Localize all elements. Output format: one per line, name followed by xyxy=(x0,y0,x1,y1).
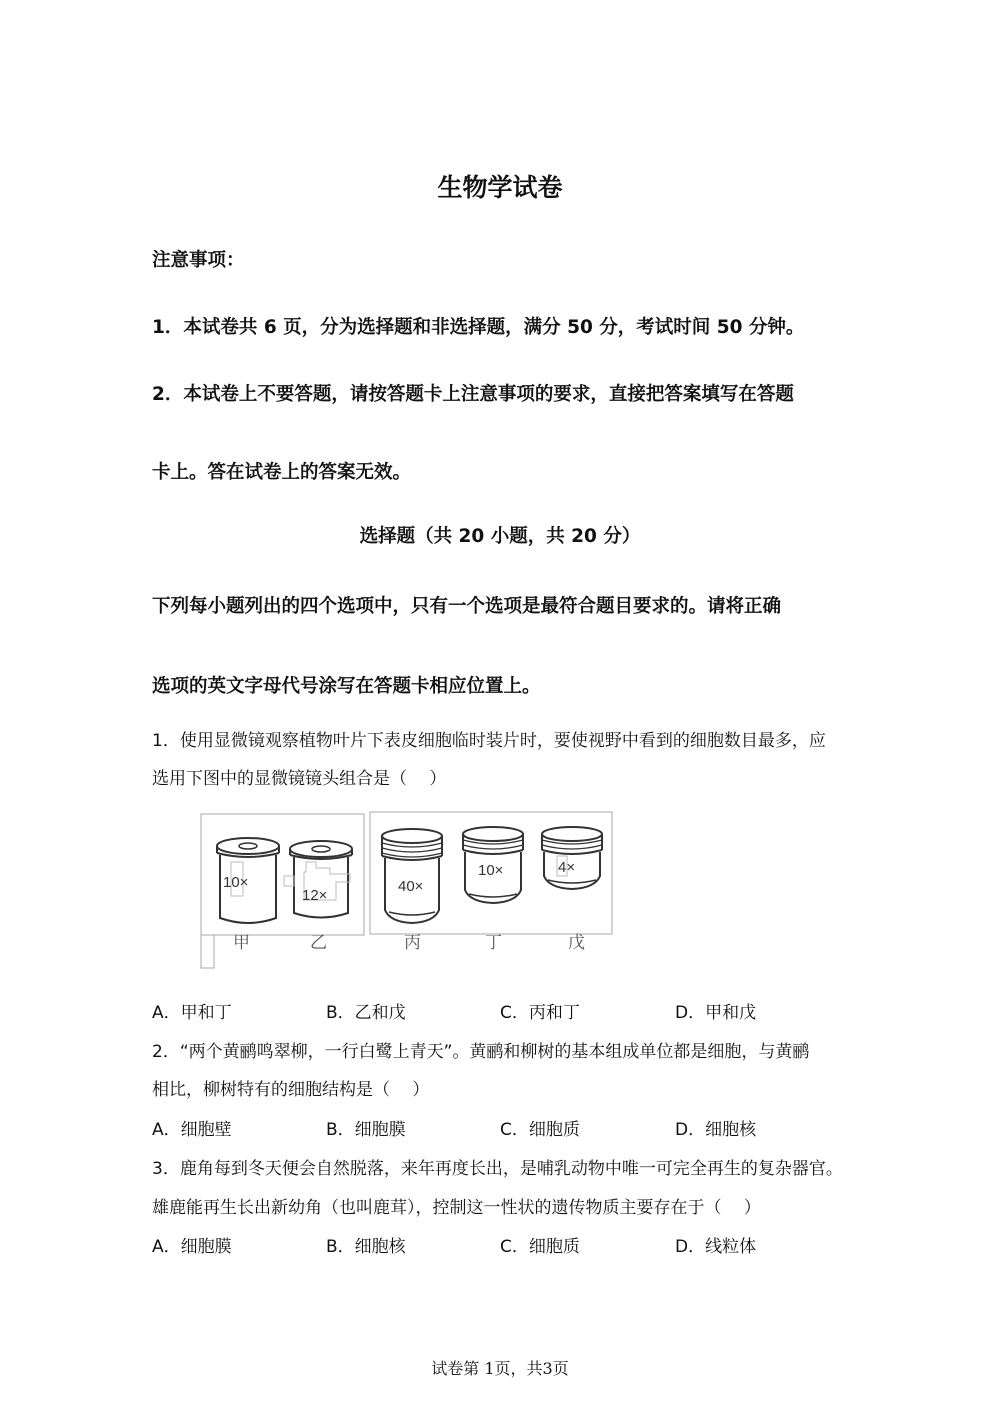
question-3-line-2: 雄鹿能再生长出新幼角（也叫鹿茸），控制这一性状的遗传物质主要存在于（ ） xyxy=(152,1198,761,1218)
question-1-line-2: 选用下图中的显微镜镜头组合是（ ） xyxy=(152,769,447,789)
question-1-option-a[interactable]: A．甲和丁 xyxy=(152,1003,232,1023)
question-3-option-d[interactable]: D．线粒体 xyxy=(675,1237,757,1257)
question-1-option-d[interactable]: D．甲和戊 xyxy=(675,1003,757,1023)
question-2-option-a[interactable]: A．细胞壁 xyxy=(152,1120,232,1140)
notice-item-2-line-1: 2．本试卷上不要答题，请按答题卡上注意事项的要求，直接把答案填写在答题 xyxy=(152,384,794,405)
lens-label-wu-mag: 4× xyxy=(558,859,576,876)
lens-name-bing: 丙 xyxy=(404,933,421,953)
question-2-line-1: 2．“两个黄鹂鸣翠柳，一行白鹭上青天”。黄鹂和柳树的基本组成单位都是细胞，与黄鹂 xyxy=(152,1042,810,1062)
question-2-line-2: 相比，柳树特有的细胞结构是（ ） xyxy=(152,1080,430,1100)
page-title: 生物学试卷 xyxy=(437,173,563,202)
section-instruction-line-2: 选项的英文字母代号涂写在答题卡相应位置上。 xyxy=(152,676,541,697)
notice-heading: 注意事项： xyxy=(152,250,245,271)
lens-label-ding-mag: 10× xyxy=(478,862,504,879)
section-title: 选择题（共 20 小题，共 20 分） xyxy=(359,526,641,547)
lens-label-jia-mag: 10× xyxy=(223,874,249,891)
notice-item-2-line-2: 卡上。答在试卷上的答案无效。 xyxy=(152,462,412,483)
question-1-line-1: 1．使用显微镜观察植物叶片下表皮细胞临时装片时，要使视野中看到的细胞数目最多，应 xyxy=(152,731,826,751)
question-3-option-b[interactable]: B．细胞核 xyxy=(326,1237,406,1257)
question-2-option-c[interactable]: C．细胞质 xyxy=(500,1120,580,1140)
question-3-option-a[interactable]: A．细胞膜 xyxy=(152,1237,232,1257)
question-3-option-c[interactable]: C．细胞质 xyxy=(500,1237,580,1257)
lens-name-ding: 丁 xyxy=(485,933,502,953)
lens-name-wu: 戊 xyxy=(568,933,585,953)
question-3-line-1: 3．鹿角每到冬天便会自然脱落，来年再度长出，是哺乳动物中唯一可完全再生的复杂器官。 xyxy=(152,1159,843,1179)
page-footer: 试卷第 1页，共3页 xyxy=(431,1359,569,1378)
question-1-option-c[interactable]: C．丙和丁 xyxy=(500,1003,580,1023)
lens-label-bing-mag: 40× xyxy=(398,878,424,895)
eyepiece-yi-icon xyxy=(284,841,352,918)
question-1-option-b[interactable]: B．乙和戊 xyxy=(326,1003,406,1023)
microscope-lens-figure xyxy=(200,810,615,972)
frame-tab xyxy=(201,935,214,968)
lens-label-yi-mag: 12× xyxy=(302,887,328,904)
objective-bing-icon xyxy=(382,829,442,923)
objective-wu-icon xyxy=(542,827,602,889)
question-2-option-d[interactable]: D．细胞核 xyxy=(675,1120,757,1140)
lens-name-yi: 乙 xyxy=(310,933,327,953)
section-instruction-line-1: 下列每小题列出的四个选项中，只有一个选项是最符合题目要求的。请将正确 xyxy=(152,596,782,617)
notice-item-1: 1．本试卷共 6 页，分为选择题和非选择题，满分 50 分，考试时间 50 分钟。 xyxy=(152,317,805,338)
lens-figure-svg xyxy=(200,810,615,972)
lens-name-jia: 甲 xyxy=(233,933,250,953)
question-2-option-b[interactable]: B．细胞膜 xyxy=(326,1120,406,1140)
